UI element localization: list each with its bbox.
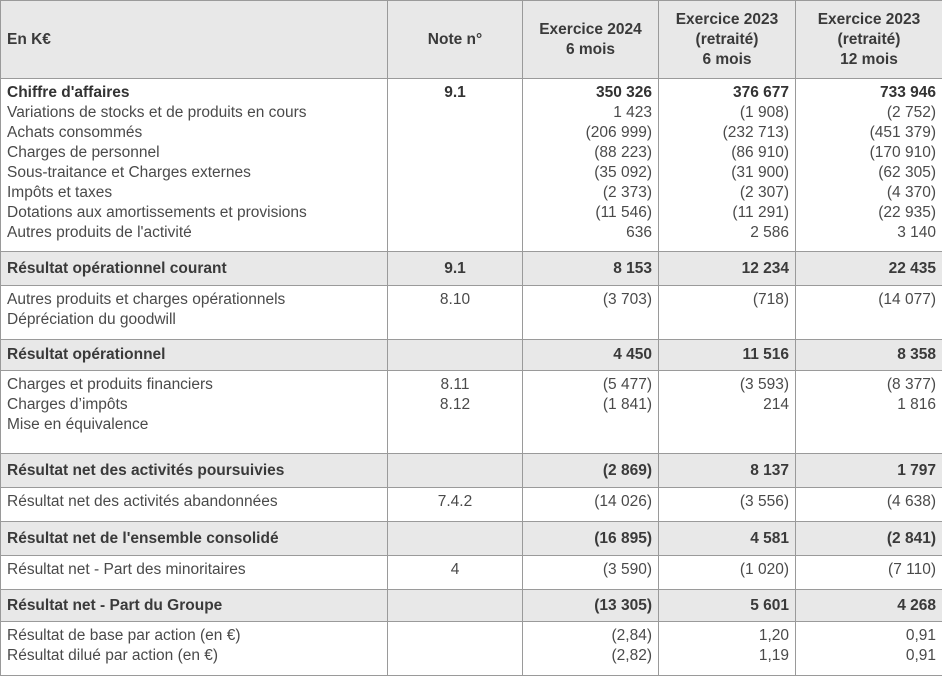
value-2023-12m-cell: (2 841): [796, 522, 942, 556]
value-2023-6m-cell: 12 234: [659, 252, 796, 286]
line-value-2023-12m: (451 379): [869, 124, 936, 141]
line-note: 8.10: [439, 291, 471, 308]
line-note: [394, 163, 516, 183]
total-row: [1, 590, 942, 622]
header-2023-12m-line: Exercice 2023: [817, 10, 921, 28]
line-note: [394, 223, 516, 243]
label-cell: [1, 286, 388, 340]
value-2024-6m-cell: 8 153: [523, 252, 659, 286]
line-value-2023-12m: (7 110): [888, 561, 936, 578]
line-value-2023-6m: 1,19: [758, 647, 789, 664]
line-value-2024-6m: (2,82): [611, 647, 652, 664]
line-label: Résultat net - Part des minoritaires: [7, 561, 246, 578]
line-value-2024-6m: [529, 310, 652, 330]
line-note: [394, 183, 516, 203]
line-label: Variations de stocks et de produits en cours: [7, 104, 307, 121]
value-2023-12m-cell: 4 268: [796, 590, 942, 622]
line-value-2023-6m: [665, 415, 789, 435]
value-2023-12m-cell: 8 358: [796, 340, 942, 371]
line-label: Mise en équivalence: [7, 416, 149, 433]
line-value-2023-12m: (22 935): [878, 204, 936, 221]
line-note: 8.11: [440, 376, 470, 393]
line-value-2024-6m: (2 373): [602, 184, 652, 201]
line-value-2023-6m: (3 593): [739, 376, 789, 393]
value-2023-12m-cell: 1 797: [796, 454, 942, 488]
note-cell: [388, 590, 523, 622]
line-note: [394, 103, 516, 123]
line-note: [394, 143, 516, 163]
label-cell: [1, 79, 388, 252]
line-value-2023-6m: (3 556): [739, 493, 789, 510]
line-label: Résultat de base par action (en €): [7, 627, 241, 644]
header-2023-6m-line: (retraité): [695, 30, 759, 48]
line-value-2024-6m: (206 999): [585, 124, 652, 141]
header-2024-6m: [523, 1, 659, 79]
line-value-2024-6m: 636: [626, 224, 652, 241]
line-note: 8.12: [439, 396, 471, 413]
line-label: Dépréciation du goodwill: [7, 311, 176, 328]
line-value-2023-12m: (8 377): [886, 376, 936, 393]
label-cell: Résultat net de l'ensemble consolidé: [1, 522, 388, 556]
header-2024-line: 6 mois: [565, 40, 616, 58]
value-2023-12m-cell: [796, 488, 942, 522]
header-note-column: Note n°: [388, 1, 523, 79]
line-label: Chiffre d'affaires: [7, 84, 130, 101]
value-2023-6m-cell: [659, 488, 796, 522]
line-label: Autres produits de l'activité: [7, 224, 192, 241]
line-value-2023-6m: (86 910): [731, 144, 789, 161]
line-label: Charges de personnel: [7, 144, 160, 161]
line-value-2023-12m: 0,91: [905, 647, 936, 664]
line-value-2023-6m: (31 900): [731, 164, 789, 181]
line-value-2023-12m: (14 077): [878, 291, 936, 308]
note-cell: [388, 340, 523, 371]
label-cell: [1, 488, 388, 522]
value-2024-6m-cell: [523, 79, 659, 252]
value-2023-6m-cell: [659, 286, 796, 340]
value-2024-6m-cell: [523, 622, 659, 676]
line-note: [394, 415, 516, 435]
total-row: [1, 454, 942, 488]
line-value-2023-6m: [665, 310, 789, 330]
note-cell: [388, 488, 523, 522]
value-2023-6m-cell: 4 581: [659, 522, 796, 556]
value-2023-6m-cell: 11 516: [659, 340, 796, 371]
label-cell: Résultat opérationnel courant: [1, 252, 388, 286]
line-value-2023-12m: [802, 310, 936, 330]
note-cell: [388, 556, 523, 590]
label-cell: Résultat opérationnel: [1, 340, 388, 371]
line-label: Impôts et taxes: [7, 184, 113, 201]
value-2024-6m-cell: (13 305): [523, 590, 659, 622]
line-value-2023-12m: (2 752): [886, 104, 936, 121]
line-value-2023-6m: (2 307): [739, 184, 789, 201]
line-value-2024-6m: (11 546): [595, 204, 652, 221]
label-cell: Résultat net des activités poursuivies: [1, 454, 388, 488]
header-2023-6m-line: 6 mois: [702, 50, 752, 68]
line-value-2023-12m: (4 370): [886, 184, 936, 201]
value-2023-6m-cell: [659, 79, 796, 252]
line-value-2023-12m: 733 946: [879, 84, 936, 101]
value-2023-6m-cell: [659, 371, 796, 454]
value-2024-6m-cell: (2 869): [523, 454, 659, 488]
header-2023-12m-line: 12 mois: [840, 50, 898, 68]
line-value-2023-12m: 3 140: [897, 224, 936, 241]
line-value-2023-12m: 0,91: [905, 627, 936, 644]
line-value-2023-12m: [802, 415, 936, 435]
line-value-2024-6m: 350 326: [595, 84, 652, 101]
value-2023-12m-cell: 22 435: [796, 252, 942, 286]
header-2023-6m: [659, 1, 796, 79]
value-2023-6m-cell: [659, 556, 796, 590]
line-label: Charges et produits financiers: [7, 376, 213, 393]
line-note: 4: [450, 561, 460, 578]
header-2023-12m-line: (retraité): [837, 30, 901, 48]
value-2023-12m-cell: [796, 79, 942, 252]
line-value-2023-12m: (4 638): [886, 493, 936, 510]
note-cell: [388, 454, 523, 488]
line-note: [394, 626, 516, 646]
note-cell: [388, 522, 523, 556]
total-row: [1, 252, 942, 286]
line-value-2024-6m: (2,84): [611, 627, 652, 644]
value-2023-6m-cell: 8 137: [659, 454, 796, 488]
line-label: Dotations aux amortissements et provisions: [7, 204, 307, 221]
line-value-2024-6m: (35 092): [594, 164, 652, 181]
table-body: [1, 79, 942, 676]
line-value-2023-6m: 1,20: [758, 627, 789, 644]
line-value-2023-6m: (1 908): [739, 104, 789, 121]
label-cell: Résultat net - Part du Groupe: [1, 590, 388, 622]
line-note: [394, 646, 516, 666]
line-label: Achats consommés: [7, 124, 143, 141]
header-2023-6m-line: Exercice 2023: [675, 10, 779, 28]
line-value-2024-6m: (3 590): [602, 561, 652, 578]
line-value-2024-6m: (88 223): [594, 144, 652, 161]
header-2024-line: Exercice 2024: [539, 20, 642, 38]
value-2023-12m-cell: [796, 371, 942, 454]
value-2023-12m-cell: [796, 556, 942, 590]
line-value-2023-12m: (170 910): [869, 144, 936, 161]
line-note: 7.4.2: [437, 493, 473, 510]
line-label: Sous-traitance et Charges externes: [7, 164, 251, 181]
header-2023-12m: [796, 1, 942, 79]
total-row: [1, 522, 942, 556]
table-row: [1, 79, 942, 252]
line-value-2023-12m: 1 816: [897, 396, 936, 413]
label-cell: [1, 371, 388, 454]
value-2023-12m-cell: [796, 622, 942, 676]
line-value-2023-6m: (232 713): [722, 124, 789, 141]
value-2023-6m-cell: [659, 622, 796, 676]
line-value-2024-6m: (5 477): [602, 376, 652, 393]
line-value-2023-6m: (1 020): [739, 561, 789, 578]
line-value-2024-6m: (1 841): [602, 396, 652, 413]
value-2024-6m-cell: [523, 488, 659, 522]
line-value-2023-6m: (718): [752, 291, 789, 308]
value-2023-6m-cell: 5 601: [659, 590, 796, 622]
line-note: [394, 310, 516, 330]
header-label-column: En K€: [1, 1, 388, 79]
table-row: [1, 556, 942, 590]
line-value-2023-6m: 2 586: [750, 224, 789, 241]
line-value-2024-6m: [529, 415, 652, 435]
value-2024-6m-cell: [523, 556, 659, 590]
note-cell: [388, 371, 523, 454]
line-value-2023-6m: 214: [763, 396, 789, 413]
label-cell: [1, 556, 388, 590]
note-cell: [388, 286, 523, 340]
label-cell: [1, 622, 388, 676]
line-value-2023-12m: (62 305): [878, 164, 936, 181]
line-label: Autres produits et charges opérationnels: [7, 291, 286, 308]
note-cell: [388, 622, 523, 676]
value-2024-6m-cell: 4 450: [523, 340, 659, 371]
note-cell: [388, 79, 523, 252]
value-2023-12m-cell: [796, 286, 942, 340]
table-row: [1, 488, 942, 522]
value-2024-6m-cell: [523, 286, 659, 340]
line-label: Résultat dilué par action (en €): [7, 647, 219, 664]
table-row: [1, 622, 942, 676]
value-2024-6m-cell: (16 895): [523, 522, 659, 556]
line-value-2024-6m: 1 423: [613, 104, 652, 121]
table-header-row: [1, 1, 942, 79]
line-label: Charges d’impôts: [7, 396, 128, 413]
total-row: [1, 340, 942, 371]
line-label: Résultat net des activités abandonnées: [7, 493, 278, 510]
table-row: [1, 286, 942, 340]
line-value-2024-6m: (14 026): [594, 493, 652, 510]
line-note: [394, 123, 516, 143]
line-note: 9.1: [444, 84, 466, 101]
line-value-2023-6m: (11 291): [732, 204, 789, 221]
line-value-2023-6m: 376 677: [732, 84, 789, 101]
line-note: [394, 203, 516, 223]
line-value-2024-6m: (3 703): [602, 291, 652, 308]
table-row: [1, 371, 942, 454]
note-cell: 9.1: [388, 252, 523, 286]
value-2024-6m-cell: [523, 371, 659, 454]
